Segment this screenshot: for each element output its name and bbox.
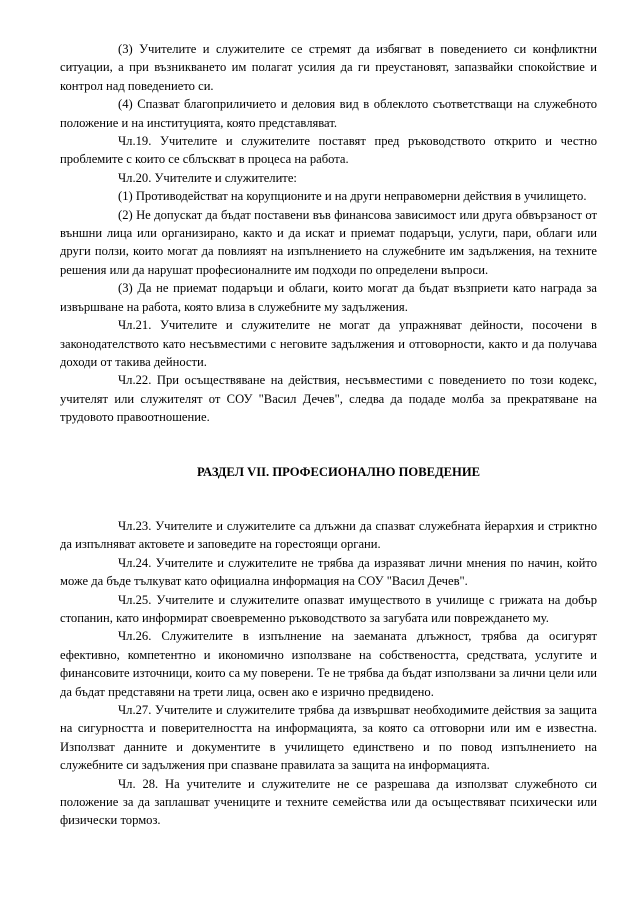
- section-heading: РАЗДЕЛ VII. ПРОФЕСИОНАЛНО ПОВЕДЕНИЕ: [196, 464, 481, 479]
- paragraph-art18-3: (3) Учителите и служителите се стремят да избягват в поведението си конфликтни ситуации, а при възникването им полагат усилия да ги преустановят, запазвайки спокойствие и контрол над поведението си.: [60, 42, 597, 93]
- paragraph-art20-3: (3) Да не приемат подаръци и облаги, които могат да бъдат възприети като награда за извършване на работа, която влиза в служебните му задължения.: [60, 281, 597, 314]
- paragraph-art18-4: (4) Спазват благоприличието и деловия вид в облеклото съответстващи на служебното положение и на институцията, която представляват.: [60, 97, 597, 130]
- paragraph-art26: Чл.26. Служителите в изпълнение на заеманата длъжност, трябва да осигурят ефективно, компетентно и икономично използване на собствеността, средствата, услугите и финансовите източници, които са му поверени. Те не трябва да бъдат използвани за лични цели или да бъдат представяни на трети лица, освен ако е изрично предвидено.: [60, 629, 597, 699]
- paragraph-art20-2: (2) Не допускат да бъдат поставени във финансова зависимост или друга обвързаност от външни лица или организирано, както и да искат и приемат подаръци, услуги, пари, облаги или други ползи, които могат да повлияят на изпълнението на служебните им задължения, на техните решения или да нарушат професионалните им подходи по определени въпроси.: [60, 207, 597, 277]
- paragraph-art19: Чл.19. Учителите и служителите поставят пред ръководството открито и честно проблемите с които се сблъскват в процеса на работа.: [60, 134, 597, 167]
- paragraph-art27: Чл.27. Учителите и служителите трябва да извършват необходимите действия за защита на сигурността и поверителността на информацията, за която са отговорни или им е известна. Използват данните и документите в училището единствено и по повод изпълнението на служебните си задължения при спазване правилата за защита на информацията.: [60, 703, 597, 773]
- paragraph-art24: Чл.24. Учителите и служителите не трябва да изразяват лични мнения по начин, който може да бъде тълкуват като официална информация на СОУ "Васил Дечев".: [60, 555, 597, 589]
- paragraph-art22: Чл.22. При осъществяване на действия, несъвместими с поведението по този кодекс, учителят или служителят от СОУ "Васил Дечев", следва да подаде молба за прекратяване на трудовото правоотношение.: [60, 373, 597, 425]
- paragraph-art28: Чл. 28. На учителите и служителите не се разрешава да използват служебното си положение за да заплашват учениците и техните семейства или да осъществяват психически или физически тормоз.: [60, 776, 597, 828]
- paragraph-art25: Чл.25. Учителите и служителите опазват имуществото в училище с грижата на добър стопанин, като информират своевременно ръководството за загубата или повреждането му.: [60, 592, 597, 625]
- paragraph-art23: Чл.23. Учителите и служителите са длъжни да спазват служебната йерархия и стриктно да изпълняват актовете и заповедите на горестоящи органи.: [60, 518, 597, 552]
- paragraph-art20: Чл.20. Учителите и служителите:: [118, 170, 297, 185]
- paragraph-art21: Чл.21. Учителите и служителите не могат да упражняват дейности, посочени в законодателството като несъвместими с неговите задължения и отговорности, както и да получава доходи от такива дейности.: [60, 318, 597, 369]
- paragraph-art20-1: (1) Противодействат на корупционите и на други неправомерни действия в училището.: [118, 189, 587, 204]
